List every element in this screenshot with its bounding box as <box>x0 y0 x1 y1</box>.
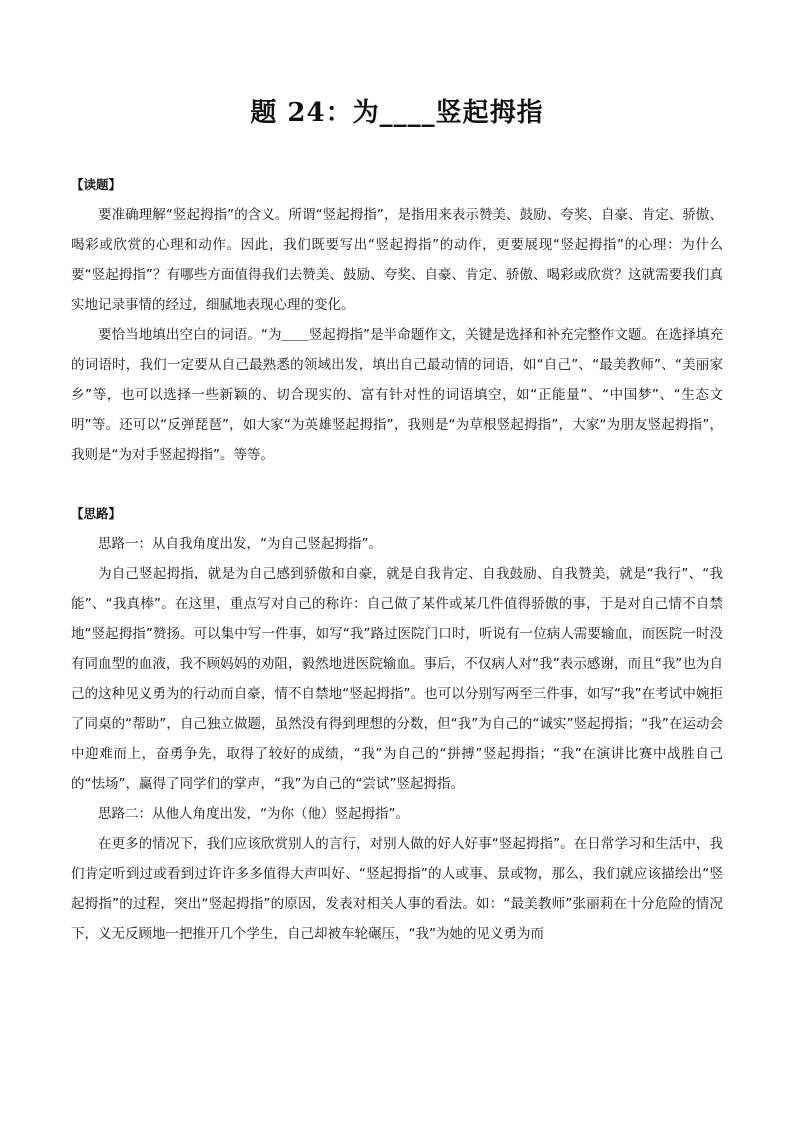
section-spacer <box>71 470 723 499</box>
paragraph: 思路一：从自我角度出发，“为自己竖起拇指”。 <box>98 536 382 552</box>
page-title: 题 24：为____竖起拇指 <box>250 98 544 128</box>
paragraph: 思路二：从他人角度出发，“为你（他）竖起拇指”。 <box>98 806 409 822</box>
section-read-topic <box>71 170 723 470</box>
section-heading: 【读题】 <box>71 177 122 192</box>
paragraph: 在更多的情况下，我们应该欣赏别人的言行，对别人做的好人好事“竖起拇指”。在日常学习和生活中，我们肯定听到过或看到过许许多多值得大声叫好、“竖起拇指”的人或事、景或物，那么，我们就应该描绘出“竖起拇指”的过程，突出“竖起拇指”的原因，发表对相关人事的看法。如：“最美教师”张丽莉在十分危险的情况下，义无反顾地一把推开几个学生，自己却被车轮碾压，“我”为她的见义勇为而 <box>71 836 723 942</box>
paragraph: 要恰当地填出空白的词语。“为＿＿竖起拇指”是半命题作文，关键是选择和补充完整作文题。在选择填充的词语时，我们一定要从自己最熟悉的领域出发，填出自己最动情的词语，如“自己”、“最美教师”、“美丽家乡”等，也可以选择一些新颖的、切合现实的、富有针对性的词语填空，如“正能量”、“中国梦”、“生态文明”等。还可以“反弹琵琶”，如大家“为英雄竖起拇指”，我则是“为草根竖起拇指”，大家“为朋友竖起拇指”，我则是“为对手竖起拇指”。等等。 <box>71 327 723 463</box>
section-heading: 【思路】 <box>71 506 122 521</box>
document-body <box>71 170 723 949</box>
section-approach <box>71 499 723 949</box>
paragraph: 要准确理解“竖起拇指”的含义。所谓“竖起拇指”，是指用来表示赞美、鼓励、夸奖、自豪、肯定、骄傲、喝彩或欣赏的心理和动作。因此，我们既要写出“竖起拇指”的动作，更要展现“竖起拇指”的心理：为什么要“竖起拇指”？有哪些方面值得我们去赞美、鼓励、夸奖、自豪、肯定、骄傲、喝彩或欣赏？这就需要我们真实地记录事情的经过，细腻地表现心理的变化。 <box>71 207 723 313</box>
paragraph: 为自己竖起拇指，就是为自己感到骄傲和自豪，就是自我肯定、自我鼓励、自我赞美，就是“我行”、“我能”、“我真棒”。在这里，重点写对自己的称许：自己做了某件或某几件值得骄傲的事，于是对自己情不自禁地“竖起拇指”赞扬。可以集中写一件事，如写“我”路过医院门口时，听说有一位病人需要输血，而医院一时没有同血型的血液，我不顾妈妈的劝阻，毅然地进医院输血。事后，不仅病人对“我”表示感谢，而且“我”也为自己的这种见义勇为的行动而自豪，情不自禁地“竖起拇指”。也可以分别写两至三件事，如写“我”在考试中婉拒了同桌的“帮助”，自己独立做题，虽然没有得到理想的分数，但“我”为自己的“诚实”竖起拇指；“我”在运动会中迎难而上，奋勇争先，取得了较好的成绩，“我”为自己的“拼搏”竖起拇指；“我”在演讲比赛中战胜自己的“怯场”，赢得了同学们的掌声，“我”为自己的“尝试”竖起拇指。 <box>71 566 723 792</box>
